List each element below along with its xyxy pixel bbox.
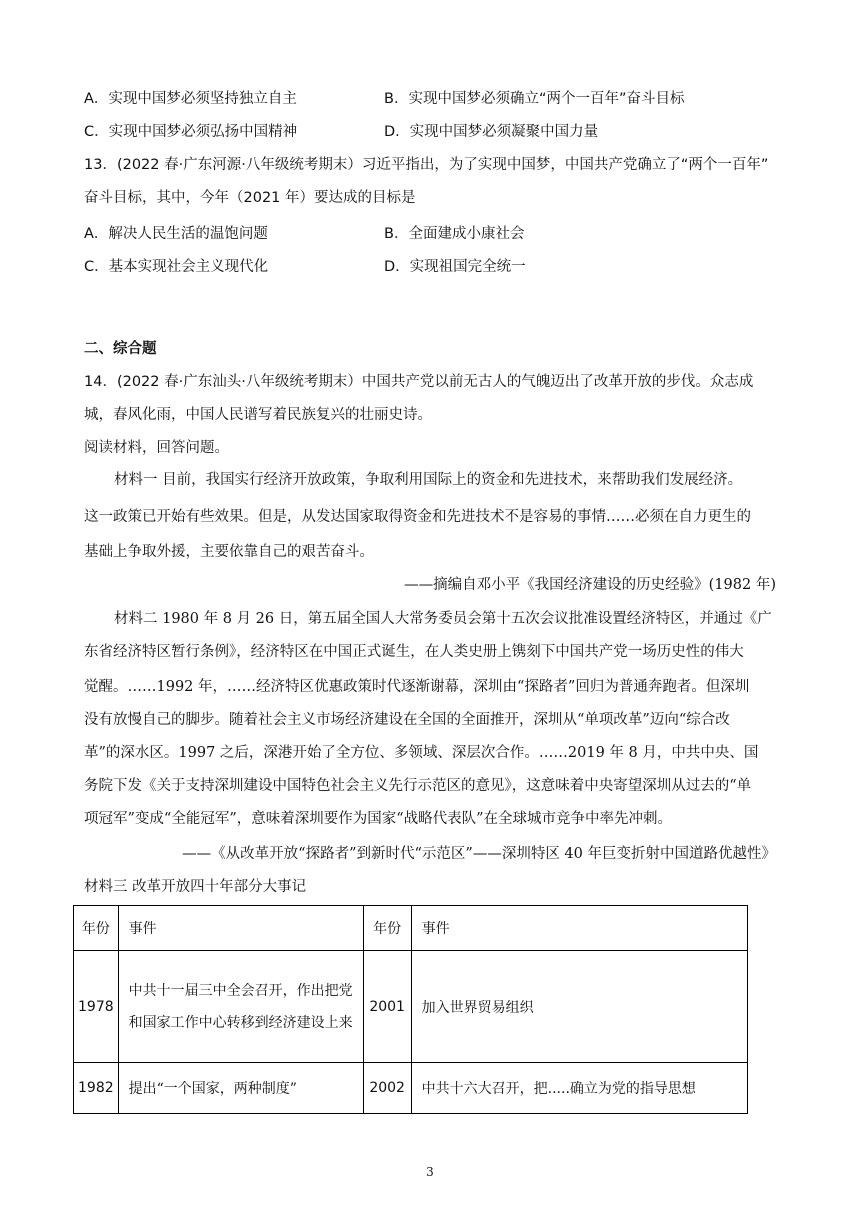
q12-option-b: B．实现中国梦必须确立“两个一百年”奋斗目标	[384, 91, 685, 107]
material2-line: 材料二 1980 年 8 月 26 日，第五届全国人大常务委员会第十五次会议批准设置经济特区，并通过《广	[114, 611, 772, 627]
material2-line: 东省经济特区暂行条例》，经济特区在中国正式诞生，在人类史册上镌刻下中国共产党一场历史性的伟大	[84, 644, 744, 660]
q13-stem-line1: 13．(2022 春·广东河源·八年级统考期末）习近平指出，为了实现中国梦，中国共产党确立了“两个一百年”	[84, 157, 769, 173]
material3-title: 材料三 改革开放四十年部分大事记	[84, 879, 307, 895]
header-cell-year: 年份	[363, 906, 411, 951]
event-cell: 中共十六大召开，把.....确立为党的指导思想	[411, 1063, 747, 1114]
material2-line: 没有放慢自己的脚步。随着社会主义市场经济建设在全国的全面推开，深圳从“单项改革”迈向“综合改	[84, 712, 730, 728]
page-number: 3	[426, 1165, 434, 1179]
year-cell: 2002	[363, 1063, 411, 1114]
header-cell-year: 年份	[74, 906, 119, 951]
material2-line: 革”的深水区。1997 之后，深港开始了全方位、多领域、深层次合作。……2019 年 8 月，中共中央、国	[84, 745, 759, 761]
q14-stem-line1: 14．(2022 春·广东汕头·八年级统考期末）中国共产党以前无古人的气魄迈出了改革开放的步伐。众志成	[84, 374, 754, 390]
q12-option-d: D．实现中国梦必须凝聚中国力量	[384, 124, 599, 140]
q13-option-b: B．全面建成小康社会	[384, 226, 525, 242]
material1-line: 基础上争取外援，主要依靠自己的艰苦奋斗。	[84, 544, 374, 560]
event-cell: 加入世界贸易组织	[411, 951, 747, 1063]
q13-option-d: D．实现祖国完全统一	[384, 259, 526, 275]
q12-option-a: A．实现中国梦必须坚持独立自主	[84, 91, 297, 107]
material1-line: 材料一 目前，我国实行经济开放政策，争取利用国际上的资金和先进技术，来帮助我们发展经济。	[114, 472, 743, 488]
material2-source: ——《从改革开放“探路者”到新时代“示范区”——深圳特区 40 年巨变折射中国道路优越性》	[182, 846, 776, 862]
event-cell: 中共十一届三中全会召开，作出把党和国家工作中心转移到经济建设上来	[118, 951, 363, 1063]
q13-option-c: C．基本实现社会主义现代化	[84, 259, 269, 275]
year-cell: 1978	[74, 951, 119, 1063]
q14-stem-line2: 城，春风化雨，中国人民谱写着民族复兴的壮丽史诗。	[84, 407, 432, 423]
material2-line: 项冠军”变成“全能冠军”，意味着深圳要作为国家“战略代表队”在全球城市竞争中率先冲刺。	[84, 811, 673, 827]
material1-source: ——摘编自邓小平《我国经济建设的历史经验》(1982 年)	[404, 577, 776, 593]
year-cell: 2001	[363, 951, 411, 1063]
header-cell-event: 事件	[411, 906, 747, 951]
table-row	[74, 951, 748, 1063]
event-cell: 提出“一个国家，两种制度”	[118, 1063, 363, 1114]
table-header-row	[74, 906, 748, 951]
year-cell: 1982	[74, 1063, 119, 1114]
q14-instruction: 阅读材料，回答问题。	[84, 440, 229, 456]
header-cell-event: 事件	[118, 906, 363, 951]
material2-line: 务院下发《关于支持深圳建设中国特色社会主义先行示范区的意见》，这意味着中央寄望深圳从过去的“单	[84, 778, 752, 794]
events-table	[73, 905, 748, 1114]
q13-stem-line2: 奋斗目标，其中，今年（2021 年）要达成的目标是	[84, 190, 416, 206]
material2-line: 觉醒。……1992 年，……经济特区优惠政策时代逐渐谢幕，深圳由“探路者”回归为普通奔跑者。但深圳	[84, 679, 750, 695]
table-row	[74, 1063, 748, 1114]
material1-line: 这一政策已开始有些效果。但是，从发达国家取得资金和先进技术不是容易的事情……必须在自力更生的	[84, 509, 751, 525]
section-title: 二、综合题	[84, 341, 157, 357]
q12-option-c: C．实现中国梦必须弘扬中国精神	[84, 124, 298, 140]
q13-option-a: A．解决人民生活的温饱问题	[84, 226, 268, 242]
